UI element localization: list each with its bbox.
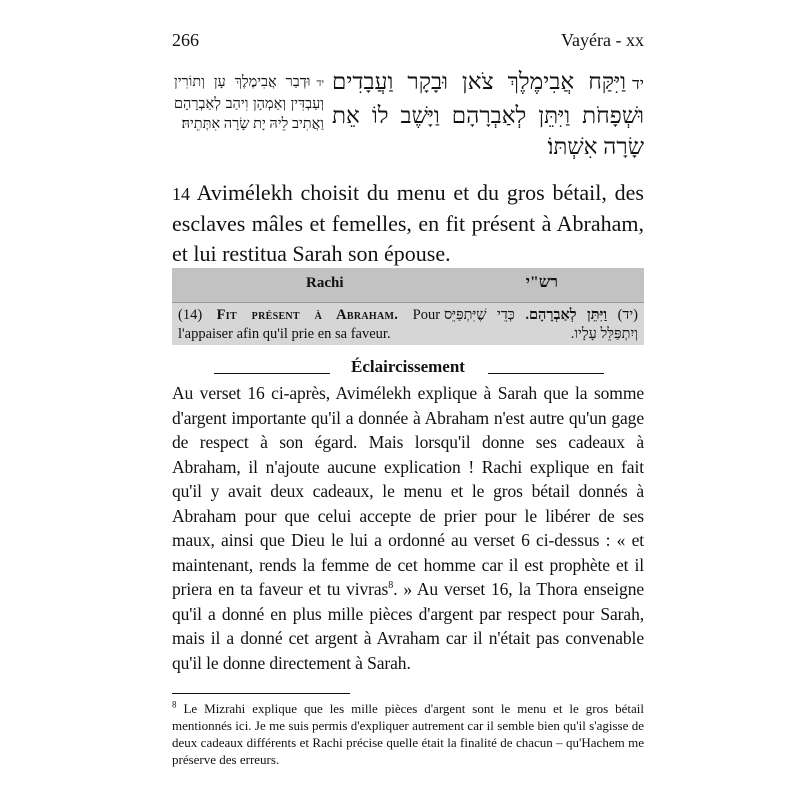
rachi-commentary-he [444,306,638,344]
rachi-he-text: כְּדֵי שֶׁיִּתְפַּיֵּס וְיִתְפַּלֵּל עָלָיו. [444,307,638,342]
footnote-number: 8 [172,699,177,710]
rachi-title-fr: Rachi [306,275,344,291]
rachi-fr-ref: (14) [178,307,203,323]
hebrew-block [174,66,644,166]
running-title: Vayéra - xx [561,30,644,50]
hebrew-verse [332,66,644,162]
section-heading [172,357,644,379]
explanation-text-after: . » Au verset 16, la Thora enseigne qu'il a donné en plus mille pièces d'argent par respect pour Sarah, mais il a donné cet argent à Avraham car il n'était pas convenable qu'il le donne directement à Sarah. [172,579,645,673]
targum-body: וּדְבַר אֲבִימֶלֶךְ עָן וְתוֹרִין וְעַבְדִּין וְאַמְהָן וִיהַב לְאַבְרָהָם וַאֲתִיב לֵיהּ יָת שָׂרָה אִתְּתֵיהּ׃ [174,74,324,132]
rachi-commentary-fr [178,306,440,344]
hebrew-verse-body: וַיִּקַּח אֲבִימֶלֶךְ צֹאן וּבָקָר וַעֲבָדִים וּשְׁפָחֹת וַיִּתֵּן לְאַבְרָהָם וַיָּשֶׁב לוֹ אֵת שָׂרָה אִשְׁתּוֹ׃ [332,69,644,159]
heading-rule-right [488,373,604,374]
explanation-text-before: Au verset 16 ci-après, Avimélekh explique à Sarah que la somme d'argent importante qu'il a donnée à Abraham n'est autre qu'un gage de respect à son égard. Mais lorsqu'il donne ses cadeaux à Abraham, il n'ajoute aucune explication ! Rachi explique en fait qu'il y avait deux cadeaux, le menu et le gros bétail donnés à Abraham pour que celui accepte de prier pour le libérer de ses maux, ainsi que Dieu le lui a ordonné au verset 6 ci-dessus : « et maintenant, rends la femme de cet homme car il est prophète et il priera en ta faveur et tu vivras [172,383,644,599]
explanation-paragraph [172,381,644,675]
rachi-he-keyword: וַיִּתֵּן לְאַבְרָהָם. [525,307,608,323]
targum-verse-number: יד [316,78,324,89]
targum-text [174,72,324,134]
rachi-box [172,268,644,345]
rachi-he-ref: (יד) [617,307,638,323]
hebrew-verse-number: יד [632,76,644,93]
french-verse [172,178,644,269]
section-title: Éclaircissement [351,357,465,376]
heading-rule-left [214,373,330,374]
french-verse-number: 14 [172,184,190,204]
footnote [172,700,644,768]
footnote-text: Le Mizrahi explique que les mille pièces d'argent sont le menu et le gros bétail mentionnés ici. Je me suis permis d'expliquer autrement car il semble bien qu'il s'agisse de deux cadeaux différents et Rachi précise quelle était la finalité de chacun – qu'Hachem me préserve des erreurs. [172,701,644,767]
page-number: 266 [172,30,199,50]
rachi-fr-text: Pour l'appaiser afin qu'il prie en sa faveur. [178,307,441,342]
french-verse-body: Avimélekh choisit du menu et du gros bétail, des esclaves mâles et femelles, en fit présent à Abraham, et lui restitua Sarah son épouse. [172,180,644,266]
rachi-title-he: רש"י [525,274,558,291]
rachi-fr-keyword: Fit présent à Abraham. [216,307,399,323]
rachi-header [172,268,644,303]
footnote-divider [172,693,350,694]
footnote-reference[interactable]: 8 [388,580,394,592]
page-header [172,30,644,56]
